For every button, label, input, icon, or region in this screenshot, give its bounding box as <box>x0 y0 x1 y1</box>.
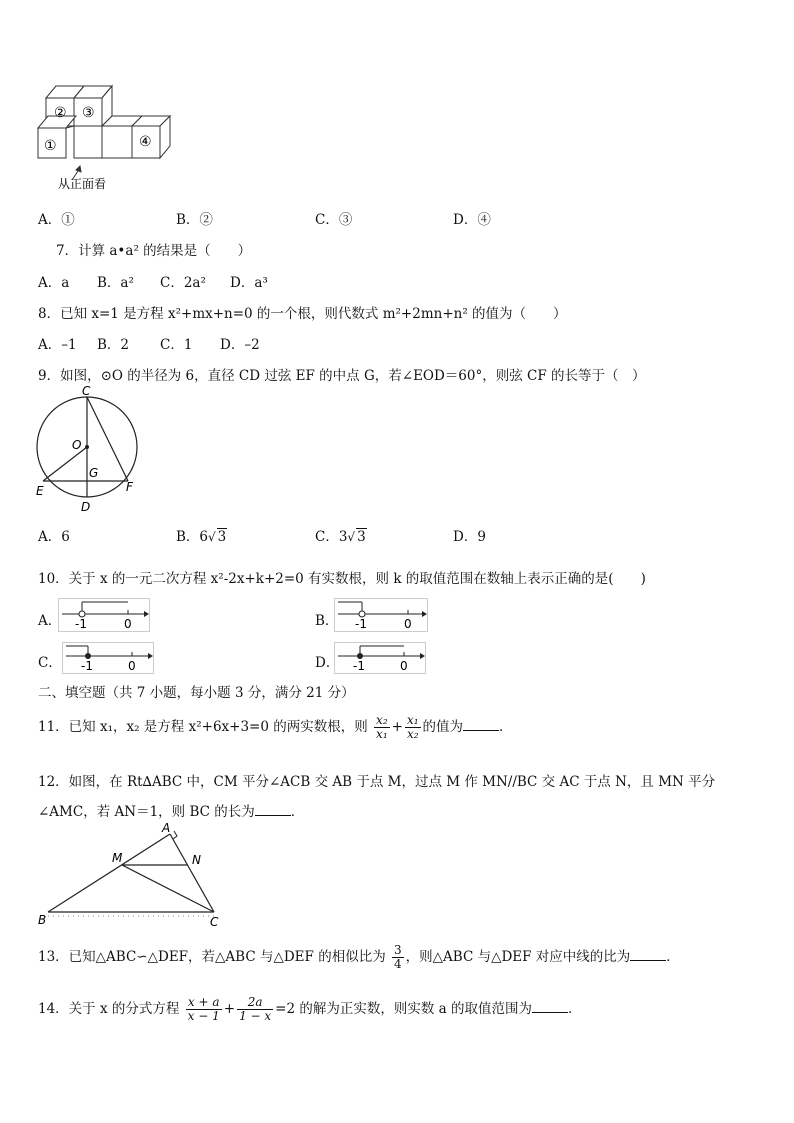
q11-frac2-num: x₁ <box>406 713 419 727</box>
q8-stem: 8．已知 x=1 是方程 x²+mx+n=0 的一个根，则代数式 m²+2mn+n² 的值为（ ） <box>38 306 567 322</box>
q8-option-c[interactable]: C．1 <box>160 337 193 353</box>
q14-frac2-den: 1 − x <box>239 1009 272 1023</box>
q11-frac2 <box>405 714 421 741</box>
q13-line: 13．已知△ABC∽△DEF，若△ABC 与△DEF 的相似比为 $\frac{3}{4}$ ，则△ABC 与△DEF 对应中线的比为 ． <box>38 943 680 971</box>
q14-frac2-num: 2a <box>237 996 273 1010</box>
q8-option-b[interactable]: B．2 <box>97 337 130 353</box>
q12-label-n: N <box>192 853 201 867</box>
q7-option-c[interactable]: C．2a² <box>160 275 206 291</box>
q14-suffix: =2 的解为正实数，则实数 a 的取值范围为 <box>275 1001 532 1017</box>
q9-option-d[interactable]: D．9 <box>453 529 486 545</box>
q10-option-c-letter[interactable]: C． <box>38 655 62 671</box>
q10-stem: 10．关于 x 的一元二次方程 x²-2x+k+2=0 有实数根，则 k 的取值范围在数轴上表示正确的是( ) <box>38 571 646 587</box>
q11-frac1-num: x₂ <box>376 713 388 727</box>
q9-stem: 9．如图，⊙O 的半径为 6，直径 CD 过弦 EF 的中点 G，若∠EOD＝60°，则弦 CF 的长等于（ ） <box>38 368 646 384</box>
cube-label-1: ① <box>44 138 57 154</box>
q13-answer-blank[interactable] <box>630 948 666 961</box>
q14-answer-blank[interactable] <box>532 1000 568 1013</box>
q12-line1: 12．如图，在 Rt∆ABC 中，CM 平分∠ACB 交 AB 于点 M，过点 M 作 MN//BC 交 AC 于点 N，且 MN 平分 <box>38 774 716 790</box>
q10-b-tick-minus1: -1 <box>355 617 367 631</box>
q12-label-a: A <box>162 821 171 835</box>
q13-frac-num: 3 <box>394 943 402 957</box>
q6-option-a[interactable]: A．① <box>38 212 75 228</box>
q9-label-c: C <box>82 385 91 398</box>
q9-label-o: O <box>72 438 82 452</box>
q7-option-b[interactable]: B．a² <box>97 275 134 291</box>
q10-a-tick-minus1: -1 <box>75 617 87 631</box>
q8-option-d[interactable]: D．–2 <box>220 337 260 353</box>
q14-frac1 <box>186 996 222 1023</box>
q11-prefix: 11．已知 x₁，x₂ 是方程 x²+6x+3=0 的两实数根，则 <box>38 719 368 735</box>
q6-option-b[interactable]: B．② <box>176 212 213 228</box>
q9-option-b-radicand: 3 <box>217 529 227 545</box>
q9-option-c-label: C．3 <box>315 529 348 545</box>
q9-option-b-label: B．6 <box>176 529 209 545</box>
cube-label-4: ④ <box>139 134 152 150</box>
q13-prefix: 13．已知△ABC∽△DEF，若△ABC 与△DEF 的相似比为 <box>38 949 386 965</box>
q13-suffix: ，则△ABC 与△DEF 对应中线的比为 <box>405 949 631 965</box>
q9-label-e: E <box>36 484 44 498</box>
q14-frac2 <box>237 996 273 1023</box>
q14-frac1-den: x − 1 <box>187 1009 220 1023</box>
q11-line: 11．已知 x₁，x₂ 是方程 x²+6x+3=0 的两实数根，则 $\frac{\text{x₂}}{\text{x₁}}$ + $\frac{\text{x₁}}{\text{x₂}}$ 的值为 ． <box>38 713 513 741</box>
q9-option-c-radicand: 3 <box>357 529 366 545</box>
cube-label-3: ③ <box>82 105 95 121</box>
q11-suffix: 的值为 <box>422 719 464 735</box>
q10-option-b-letter[interactable]: B． <box>315 613 339 629</box>
q12-answer-blank[interactable] <box>255 803 291 816</box>
q12-label-m: M <box>112 851 123 865</box>
q10-c-tick-0: 0 <box>128 659 136 673</box>
q10-numberline-c[interactable] <box>62 642 154 674</box>
q11-frac2-den: x₂ <box>406 727 419 741</box>
q11-frac1 <box>374 714 390 741</box>
q10-option-a-letter[interactable]: A． <box>38 613 62 629</box>
q9-label-d: D <box>81 500 91 514</box>
q12-label-b: B <box>38 913 47 927</box>
q14-prefix: 14．关于 x 的分式方程 <box>38 1001 180 1017</box>
q9-option-b[interactable]: B．6√ 3 <box>176 529 227 545</box>
q14-plus: + <box>223 1001 236 1017</box>
q10-a-tick-0: 0 <box>124 617 132 631</box>
q13-frac-den: 4 <box>394 957 402 971</box>
q10-numberline-a[interactable] <box>58 598 150 632</box>
q8-option-a[interactable]: A．–1 <box>38 337 77 353</box>
section2-title: 二、填空题（共 7 小题，每小题 3 分，满分 21 分） <box>38 685 355 701</box>
q12-line2-text: ∠AMC，若 AN＝1，则 BC 的长为 <box>38 804 255 820</box>
q11-frac1-den: x₁ <box>376 727 388 741</box>
q10-d-tick-minus1: -1 <box>353 659 365 673</box>
q9-label-g: G <box>89 466 99 480</box>
cube-caption: 从正面看 <box>58 177 107 191</box>
q11-plus: + <box>391 719 403 735</box>
cube-label-2: ② <box>54 105 67 121</box>
q10-c-tick-minus1: -1 <box>81 659 93 673</box>
q10-numberline-d[interactable] <box>334 642 426 674</box>
q10-d-tick-0: 0 <box>400 659 408 673</box>
q11-answer-blank[interactable] <box>463 718 499 731</box>
q10-b-tick-0: 0 <box>404 617 412 631</box>
q9-option-c[interactable]: C．3√ 3 <box>315 529 366 545</box>
q14-frac1-num: x + a <box>186 996 222 1010</box>
q12-label-c: C <box>210 915 219 929</box>
q7-option-a[interactable]: A．a <box>38 275 70 291</box>
q12-triangle-figure <box>34 820 230 930</box>
q12-line2: ∠AMC，若 AN＝1，则 BC 的长为 ． <box>38 804 305 820</box>
q9-circle-figure <box>34 385 146 515</box>
q6-option-c[interactable]: C．③ <box>315 212 353 228</box>
q6-option-d[interactable]: D．④ <box>453 212 491 228</box>
q10-numberline-b[interactable] <box>334 598 428 632</box>
q9-label-f: F <box>126 480 133 494</box>
q7-stem: 7．计算 a•a² 的结果是（ ） <box>56 243 252 259</box>
q7-option-d[interactable]: D．a³ <box>230 275 268 291</box>
q13-frac <box>392 944 404 971</box>
cube-net-figure <box>34 80 184 198</box>
q14-line: 14．关于 x 的分式方程 $\frac{x + a}{x - 1}$ + $\frac{2a}{1 - x}$ =2 的解为正实数，则实数 a 的取值范围为 ． <box>38 995 582 1023</box>
q10-option-d-letter[interactable]: D． <box>315 655 340 671</box>
q9-option-a[interactable]: A．6 <box>38 529 70 545</box>
